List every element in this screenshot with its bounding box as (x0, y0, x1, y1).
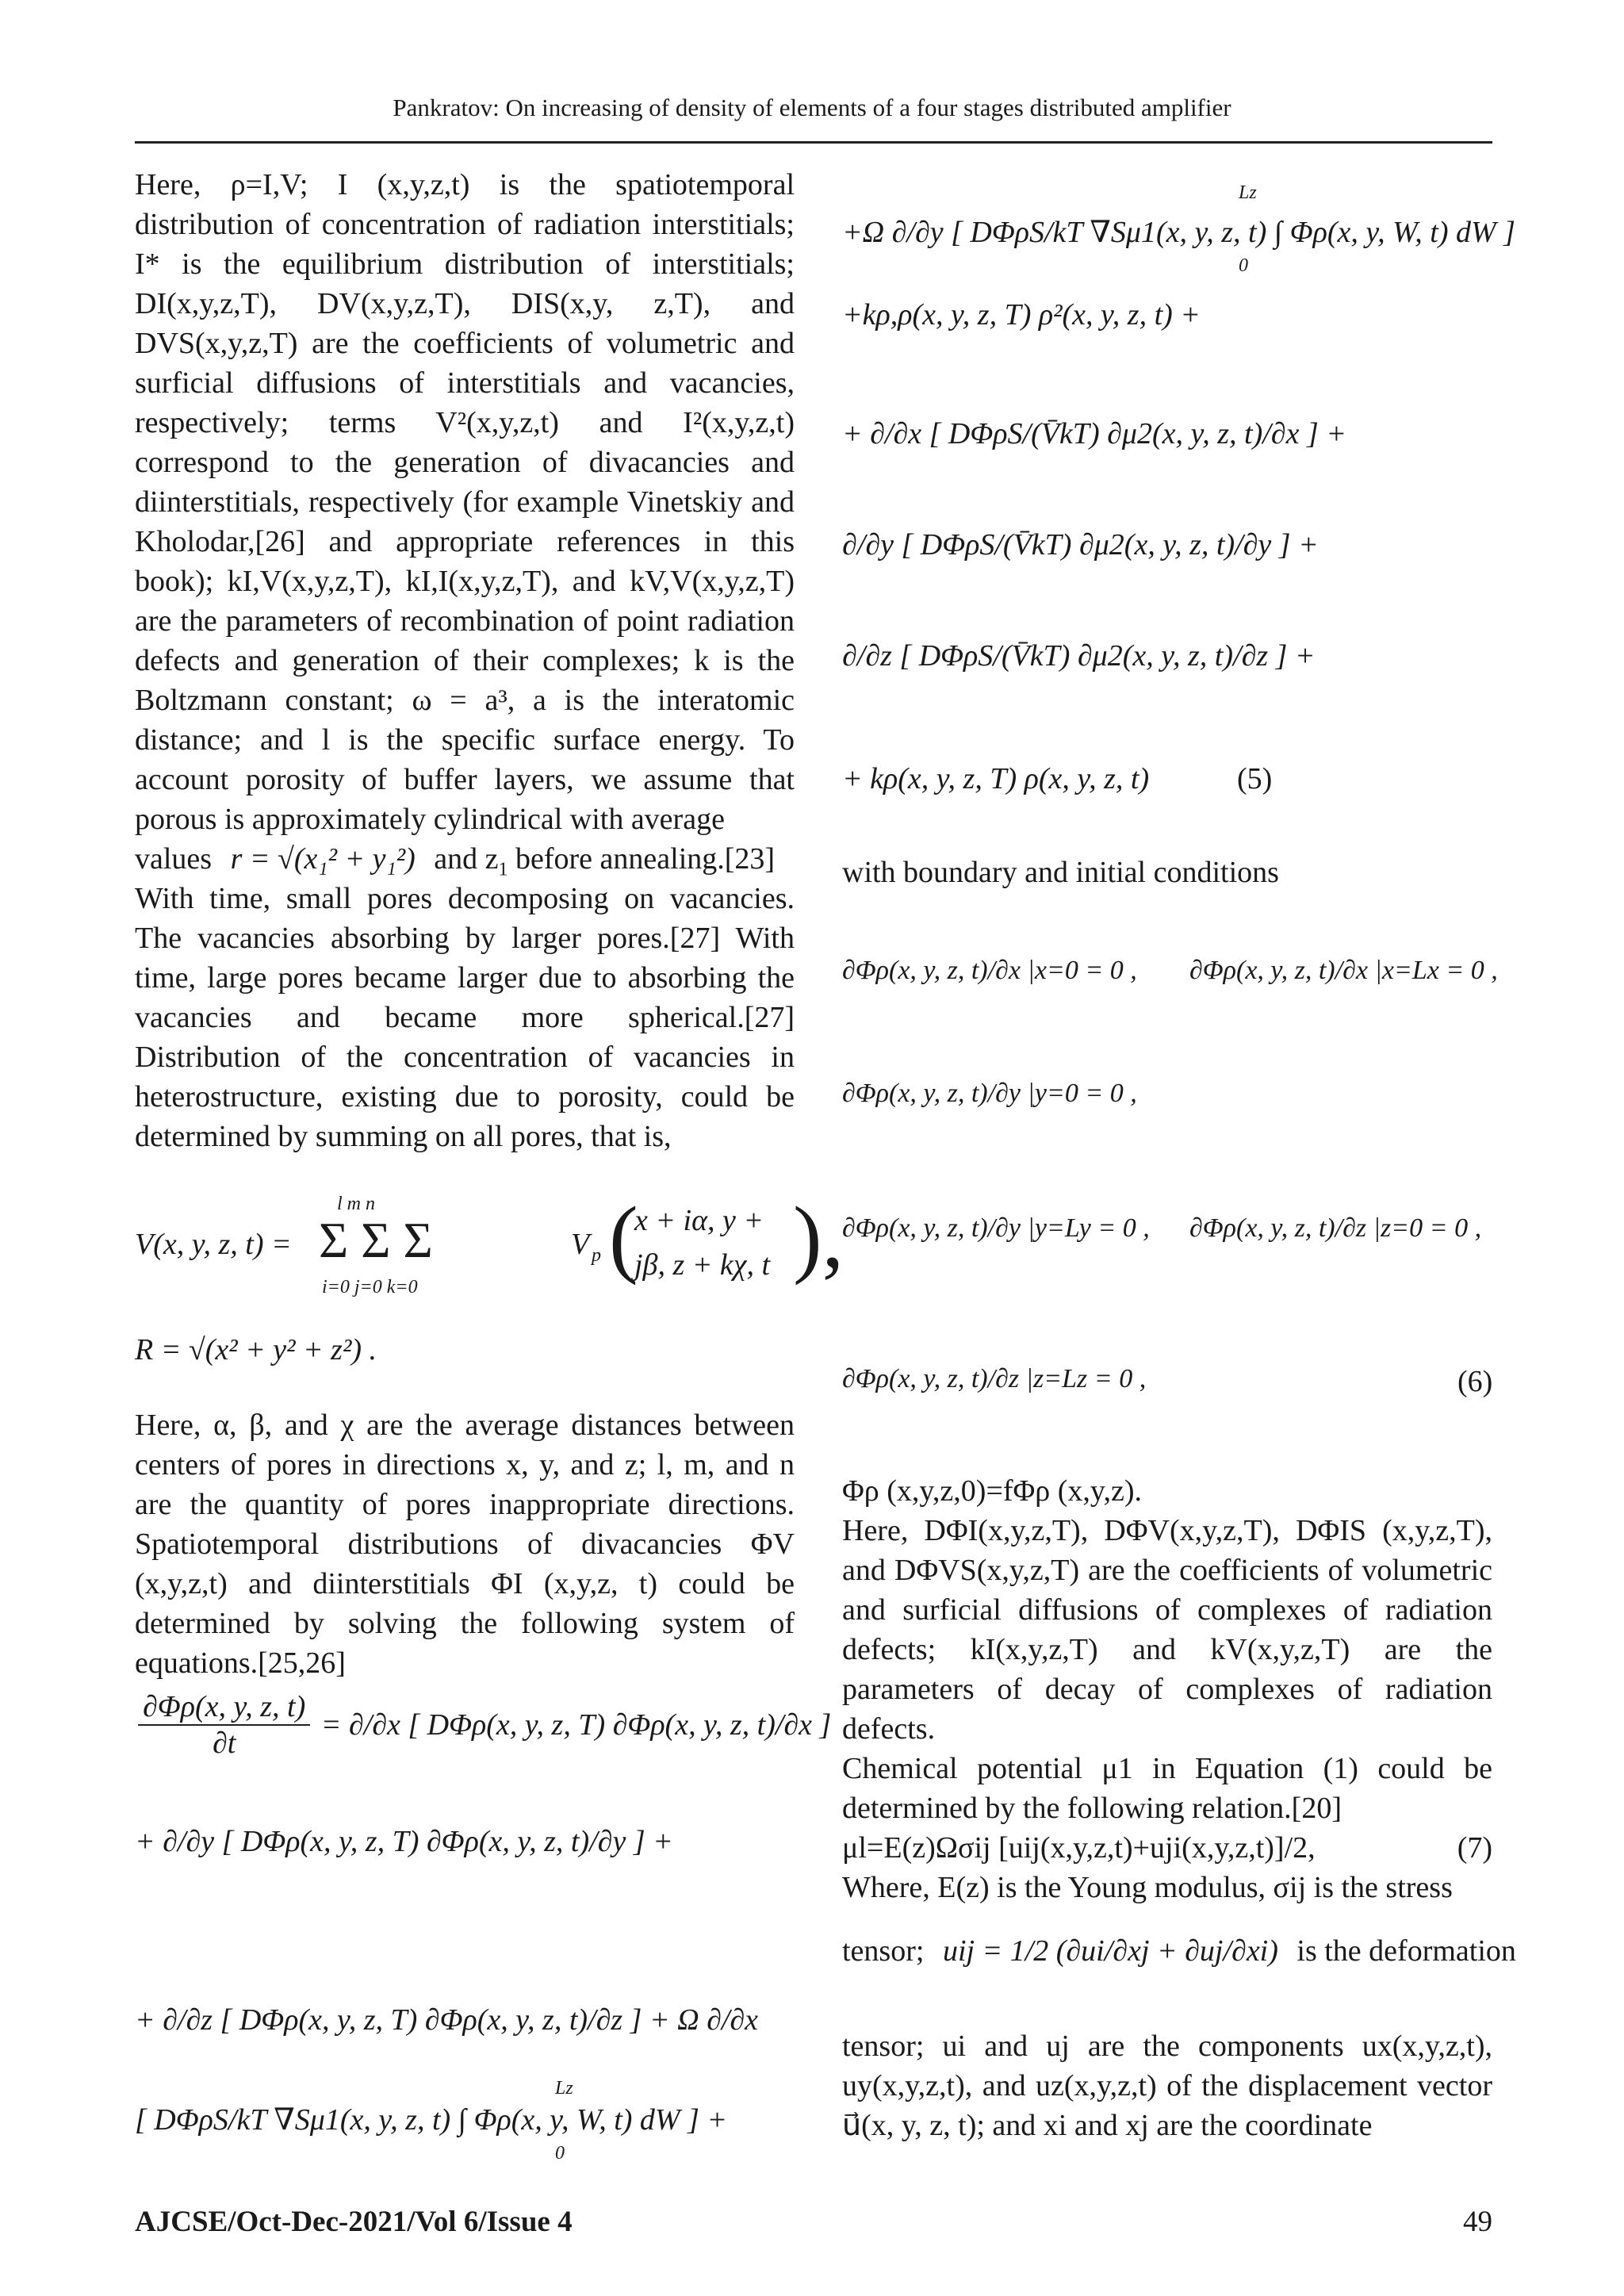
values-suffix: before annealing.[23] (515, 842, 776, 876)
eq5-lhs-denominator: ∂t (212, 1727, 236, 1760)
equation-R: R = √(x² + y² + z²) . (135, 1333, 377, 1366)
equation-7: μl=E(z)Ωσij [uij(x,y,z,t)+uji(x,y,z,t)]/2, (842, 1831, 1316, 1865)
paragraph-porosity: With time, small pores decomposing on vacancies. The vacancies absorbing by larger pores.[27] With time, large pores became larger due to absorbing the vacancies and became more spherical.[27] Distribution of the concentration of vacancies in heterostructure, existing due to porosity, could be determined by summing on all pores, that is, (135, 882, 795, 1153)
equation-vacancy-sum: V(x, y, z, t) = l m n Σ Σ Σ i=0 j=0 k=0 V p ( x + iα, y + jβ, z + kχ, t ), (135, 1189, 845, 1297)
eq5-line1 (135, 1689, 833, 1761)
eq5-lhs-fraction (138, 1689, 310, 1761)
porosity-values-line (135, 839, 795, 879)
paragraph-definitions: Here, ρ=I,V; I (x,y,z,t) is the spatiotemporal distribution of concentration of radiation interstitials; I* is the equilibrium distribution of interstitials; DI(x,y,z,T), DV(x,y,z,T), DIS(x,y, z,T), and DVS(x,y,z,T) are the coefficients of volumetric and surficial diffusions of interstitials and vacancies, respectively; terms V²(x,y,z,t) and I²(x,y,z,t) correspond to the generation of divacancies and diinterstitials, respectively (for example Vinetskiy and Kholodar,[26] and appropriate references in this book); kI,V(x,y,z,T), kI,I(x,y,z,T), and kV,V(x,y,z,T) are the parameters of recombination of point radiation defects and generation of their complexes; k is the Boltzmann constant; ω = a³, a is the interatomic distance; and l is the specific surface energy. To account porosity of buffer layers, we assume that porous is approximately cylindrical with average (135, 168, 795, 836)
eq5-line1-rhs: = ∂/∂x [ DΦρ(x, y, z, T) ∂Φρ(x, y, z, t)/∂x ] (320, 1708, 832, 1742)
paragraph-chemical-potential: Chemical potential μ1 in Equation (1) could be determined by the following relation.[20] (842, 1752, 1492, 1825)
eq-v-open-paren: ( (609, 1189, 638, 1286)
values-mid-subscript: 1 (498, 859, 508, 880)
eq5-line4 (135, 2078, 833, 2164)
paragraph-displacement: tensor; ui and uj are the components ux(x,y,z,t), uy(x,y,z,t), and uz(x,y,z,t) of the displacement vector u⃗(x, y, z, t); and xi and xj are the coordinate (842, 2030, 1492, 2142)
eq-v-term-bottom: jβ, z + kχ, t (634, 1248, 771, 1282)
eq5-line3: + ∂/∂z [ DΦρ(x, y, z, T) ∂Φρ(x, y, z, t)/∂z ] + Ω ∂/∂x (135, 2003, 759, 2037)
eq5-line4-int-top: Lz (555, 2078, 573, 2099)
bc-zLz: ∂Φρ(x, y, z, t)/∂z |z=Lz = 0 , (842, 1364, 1147, 1393)
right-text-block (842, 1471, 1516, 2145)
eq5-line7: + ∂/∂x [ DΦρS/(V̄kT) ∂μ2(x, y, z, t)/∂x ] + (842, 417, 1346, 450)
eq-v-lhs: V(x, y, z, t) = (135, 1228, 292, 1261)
equation-7-line (842, 1828, 1492, 1868)
eq-v-limits-bottom: i=0 j=0 k=0 (322, 1277, 418, 1297)
values-prefix: values (135, 842, 213, 876)
eq5-line10: + kρ(x, y, z, T) ρ(x, y, z, t) (842, 762, 1150, 795)
tensor-prefix: tensor; (842, 1934, 925, 1968)
pore-radius-equation: r = √(x₁² + y₁²) (230, 842, 416, 876)
bc-y0: ∂Φρ(x, y, z, t)/∂y |y=0 = 0 , (842, 1079, 1137, 1108)
eq5-line5-int-bottom: 0 (1239, 255, 1248, 276)
eq5-line8: ∂/∂y [ DΦρS/(V̄kT) ∂μ2(x, y, z, t)/∂y ] + (842, 528, 1319, 562)
paragraph-divacancies: Here, α, β, and χ are the average distances between centers of pores in directions x, y, and z; l, m, and n are the quantity of pores inappropriate directions. Spatiotemporal distributions of divacancies ΦV (x,y,z,t) and diinterstitials ΦI (x,y,z, t) could be determined by solving the following system of equations.[25,26] (135, 1409, 795, 1680)
page-number: 49 (1463, 2206, 1492, 2238)
eq-v-close-paren: ), (793, 1189, 845, 1286)
eq5-line5 (842, 182, 1515, 276)
bc-xLx: ∂Φρ(x, y, z, t)/∂x |x=Lx = 0 , (1189, 956, 1498, 985)
eq5-line9: ∂/∂z [ DΦρS/(V̄kT) ∂μ2(x, y, z, t)/∂z ] + (842, 639, 1316, 673)
bc-x0: ∂Φρ(x, y, z, t)/∂x |x=0 = 0 , (842, 956, 1137, 985)
eq-v-term-top: x + iα, y + (634, 1204, 764, 1237)
eq5-line5-text: +Ω ∂/∂y [ DΦρS/kT ∇Sμ1(x, y, z, t) ∫ Φρ(x, y, W, t) dW ] (842, 216, 1515, 249)
initial-condition: Φρ (x,y,z,0)=fΦρ (x,y,z). (842, 1474, 1142, 1508)
tensor-suffix: is the deformation (1297, 1934, 1516, 1968)
eq-v-vp: V (571, 1228, 590, 1261)
eq6-number: (6) (1457, 1365, 1493, 1398)
paragraph-complexes: Here, DΦI(x,y,z,T), DΦV(x,y,z,T), DΦIS (x,y,z,T), and DΦVS(x,y,z,T) are the coefficients of volumetric and surficial diffusions of complexes of radiation defects; kI(x,y,z,T) and kV(x,y,z,T) are the parameters of decay of complexes of radiation defects. (842, 1514, 1492, 1746)
eq5-line4-text: [ DΦρS/kT ∇Sμ1(x, y, z, t) ∫ Φρ(x, y, W, t) dW ] + (135, 2103, 727, 2137)
deformation-tensor-equation: uij = 1/2 (∂ui/∂xj + ∂uj/∂xi) (942, 1934, 1278, 1968)
eq5-line4-int-bottom: 0 (555, 2143, 565, 2164)
header-rule (135, 141, 1492, 144)
footer-journal: AJCSE/Oct-Dec-2021/Vol 6/Issue 4 (135, 2206, 573, 2238)
running-head: Pankratov: On increasing of density of elements of a four stages distributed amplifier (393, 94, 1231, 121)
tensor-line (842, 1907, 1516, 1995)
bc-yLy: ∂Φρ(x, y, z, t)/∂y |y=Ly = 0 , (842, 1213, 1150, 1243)
bc-intro: with boundary and initial conditions (842, 856, 1279, 889)
eq7-number: (7) (1457, 1831, 1492, 1865)
values-mid: and z (434, 842, 499, 876)
bc-z0: ∂Φρ(x, y, z, t)/∂z |z=0 = 0 , (1189, 1213, 1482, 1243)
eq-v-limits-top: l m n (337, 1194, 375, 1214)
left-column (135, 165, 795, 1156)
eq5-line6: +kρ,ρ(x, y, z, T) ρ²(x, y, z, t) + (842, 298, 1201, 332)
eq5-lhs-numerator: ∂Φρ(x, y, z, t) (138, 1689, 310, 1726)
eq-v-sums: Σ Σ Σ (319, 1212, 433, 1268)
paragraph-young-modulus: Where, E(z) is the Young modulus, σij is the stress (842, 1871, 1453, 1904)
eq5-number: (5) (1237, 762, 1273, 795)
eq5-line2: + ∂/∂y [ DΦρ(x, y, z, T) ∂Φρ(x, y, z, t)/∂y ] + (135, 1825, 673, 1858)
eq5-line5-int-top: Lz (1239, 182, 1257, 203)
